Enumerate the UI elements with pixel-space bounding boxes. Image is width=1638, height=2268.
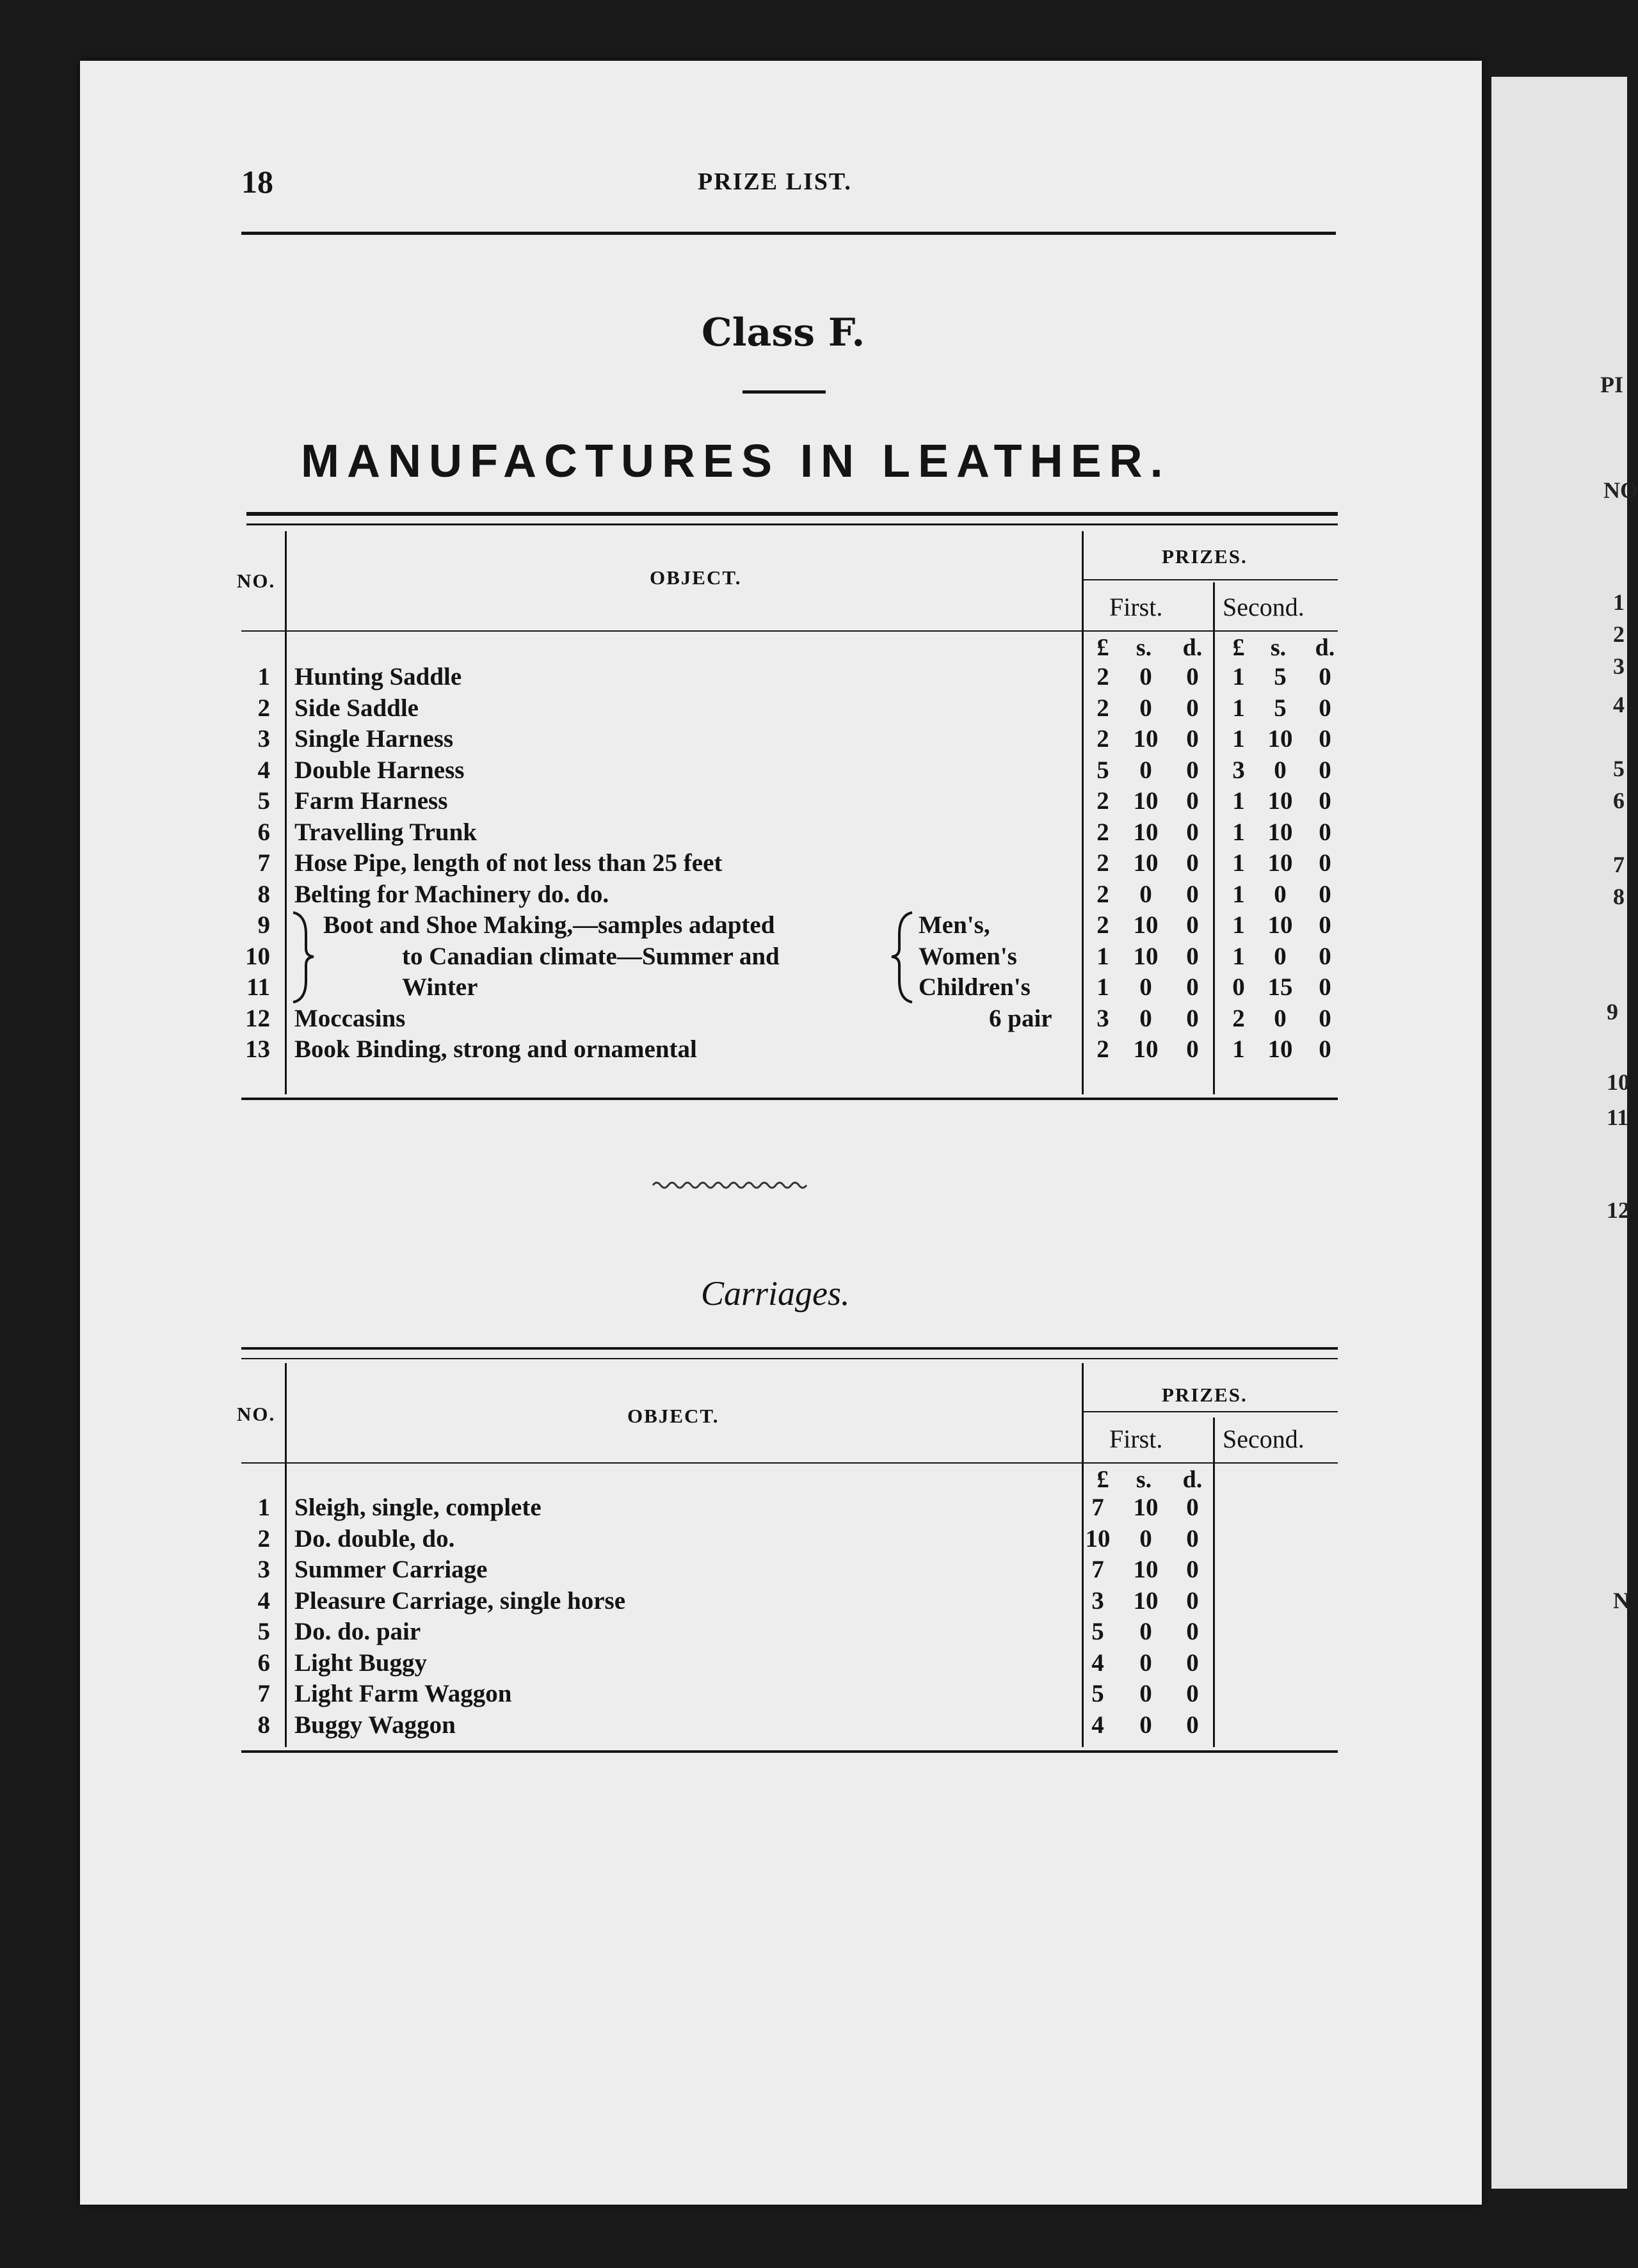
first-prize-value: 0 — [1139, 1711, 1152, 1739]
row-object: Book Binding, strong and ornamental — [294, 1035, 697, 1063]
first-prize-value: 0 — [1186, 1035, 1199, 1063]
table-row — [0, 910, 1627, 941]
second-prize-value: 0 — [1232, 973, 1245, 1001]
table-row — [0, 1586, 1627, 1617]
second-prize-value: 0 — [1319, 943, 1331, 970]
adjacent-fragment: N — [1613, 1588, 1630, 1613]
carriage-col-header-prizes: PRIZES. — [1162, 1384, 1248, 1406]
carriage-col-header-no: NO. — [237, 1403, 276, 1425]
second-prize-value: 10 — [1267, 911, 1293, 939]
first-prize-value: 10 — [1133, 787, 1159, 815]
carriage-table-bottom-rule — [241, 1750, 1338, 1753]
row-object: Single Harness — [294, 725, 454, 753]
first-prize-value: 0 — [1139, 973, 1152, 1001]
table-row — [0, 693, 1627, 724]
second-prize-value: 1 — [1232, 1035, 1245, 1063]
table-row — [0, 1679, 1627, 1709]
section-title: MANUFACTURES IN LEATHER. — [301, 436, 1171, 487]
table-row — [0, 724, 1627, 755]
row-object: Do. do. pair — [294, 1618, 421, 1645]
second-prize-value: 0 — [1274, 881, 1287, 908]
adjacent-fragment: 3 — [1613, 653, 1625, 679]
table-row — [0, 1034, 1627, 1065]
first-prize-value: 0 — [1186, 1618, 1199, 1645]
first-prize-value: 2 — [1096, 849, 1109, 877]
carriages-title: Carriages. — [701, 1274, 850, 1313]
second-prize-value: 1 — [1232, 725, 1245, 753]
first-prize-value: 2 — [1096, 787, 1109, 815]
second-prize-value: 0 — [1319, 756, 1331, 784]
first-prize-value: 10 — [1085, 1525, 1111, 1553]
second-prize-value: 1 — [1232, 911, 1245, 939]
table-top-rule — [246, 512, 1338, 516]
row-object: Moccasins — [294, 1005, 406, 1032]
unit-pence: d. — [1182, 634, 1203, 661]
row-object: Winter — [402, 973, 478, 1001]
first-prize-value: 10 — [1133, 911, 1159, 939]
col-header-no: NO. — [237, 570, 276, 592]
second-prize-value: 5 — [1274, 694, 1287, 722]
first-prize-value: 0 — [1139, 881, 1152, 908]
first-prize-value: 2 — [1096, 694, 1109, 722]
row-number: 6 — [257, 1649, 270, 1677]
first-prize-value: 0 — [1139, 756, 1152, 784]
table-row — [0, 1710, 1627, 1741]
first-prize-value: 0 — [1139, 1005, 1152, 1032]
second-prize-value: 1 — [1232, 819, 1245, 846]
row-object: Buggy Waggon — [294, 1711, 456, 1739]
row-category: Men's, — [919, 911, 990, 939]
first-prize-value: 1 — [1096, 943, 1109, 970]
carriage-prizes-underline — [1082, 1411, 1338, 1412]
second-prize-value: 0 — [1274, 756, 1287, 784]
row-number: 4 — [257, 1587, 270, 1615]
table-row — [0, 1492, 1627, 1523]
row-number: 7 — [257, 1680, 270, 1707]
ornament-divider-icon — [653, 1178, 807, 1193]
unit-shilling: s. — [1270, 634, 1287, 661]
first-prize-value: 0 — [1186, 943, 1199, 970]
table-bottom-rule — [241, 1098, 1338, 1100]
second-prize-value: 10 — [1267, 725, 1293, 753]
carriage-table-top-rule — [241, 1347, 1338, 1350]
first-prize-value: 0 — [1186, 1587, 1199, 1615]
row-number: 6 — [257, 819, 270, 846]
table-row — [0, 662, 1627, 692]
row-object: Pleasure Carriage, single horse — [294, 1587, 626, 1615]
row-number: 8 — [257, 881, 270, 908]
first-prize-value: 10 — [1133, 1494, 1159, 1521]
second-prize-value: 10 — [1267, 819, 1293, 846]
second-prize-value: 10 — [1267, 1035, 1293, 1063]
page-number: 18 — [241, 164, 273, 200]
first-prize-value: 3 — [1096, 1005, 1109, 1032]
adjacent-fragment: 5 — [1613, 756, 1625, 781]
adjacent-fragment: 11 — [1607, 1105, 1629, 1130]
row-number: 11 — [246, 973, 270, 1001]
table-top-rule-thin — [246, 523, 1338, 525]
second-prize-value: 0 — [1319, 663, 1331, 691]
second-prize-value: 1 — [1232, 943, 1245, 970]
first-prize-value: 2 — [1096, 663, 1109, 691]
table-row — [0, 941, 1627, 972]
first-prize-value: 0 — [1186, 694, 1199, 722]
table-row — [0, 848, 1627, 879]
first-prize-value: 0 — [1186, 819, 1199, 846]
first-prize-value: 1 — [1096, 973, 1109, 1001]
second-prize-value: 0 — [1319, 819, 1331, 846]
class-title: Class F. — [702, 310, 865, 355]
header-bottom-rule — [241, 630, 1338, 632]
adjacent-page-edge — [1491, 77, 1638, 2189]
col-header-first: First. — [1109, 593, 1163, 621]
first-prize-value: 0 — [1186, 1649, 1199, 1677]
row-number: 2 — [257, 1525, 270, 1553]
first-prize-value: 5 — [1091, 1618, 1104, 1645]
first-prize-value: 0 — [1139, 1618, 1152, 1645]
second-prize-value: 0 — [1274, 943, 1287, 970]
first-prize-value: 0 — [1186, 973, 1199, 1001]
running-title: PRIZE LIST. — [698, 168, 852, 195]
prizes-underline — [1082, 579, 1338, 580]
first-prize-value: 0 — [1186, 881, 1199, 908]
row-number: 5 — [257, 787, 270, 815]
row-number: 9 — [257, 911, 270, 939]
table-row — [0, 1617, 1627, 1647]
carriage-col-header-first: First. — [1109, 1425, 1163, 1453]
second-prize-value: 0 — [1319, 881, 1331, 908]
second-prize-value: 1 — [1232, 694, 1245, 722]
first-prize-value: 0 — [1186, 1711, 1199, 1739]
first-prize-value: 0 — [1186, 787, 1199, 815]
second-prize-value: 1 — [1232, 787, 1245, 815]
first-prize-value: 2 — [1096, 1035, 1109, 1063]
row-object: Side Saddle — [294, 694, 419, 722]
table-row — [0, 786, 1627, 817]
row-number: 10 — [245, 943, 270, 970]
second-prize-value: 0 — [1274, 1005, 1287, 1032]
second-prize-value: 10 — [1267, 849, 1293, 877]
first-prize-value: 10 — [1133, 819, 1159, 846]
first-prize-value: 4 — [1091, 1649, 1104, 1677]
unit-pound: £ — [1232, 634, 1245, 661]
row-number: 7 — [257, 849, 270, 877]
first-prize-value: 0 — [1139, 663, 1152, 691]
row-object: Farm Harness — [294, 787, 448, 815]
first-prize-value: 2 — [1096, 881, 1109, 908]
row-object: Hunting Saddle — [294, 663, 462, 691]
first-prize-value: 0 — [1186, 1556, 1199, 1583]
second-prize-value: 10 — [1267, 787, 1293, 815]
table-row — [0, 1648, 1627, 1679]
adjacent-fragment: 2 — [1613, 621, 1625, 647]
table-row — [0, 879, 1627, 910]
adjacent-fragment: 9 — [1607, 999, 1618, 1025]
first-prize-value: 0 — [1186, 725, 1199, 753]
first-prize-value: 10 — [1133, 849, 1159, 877]
row-number: 2 — [257, 694, 270, 722]
adjacent-fragment: 10 — [1607, 1069, 1630, 1095]
row-object: Boot and Shoe Making,—samples adapted — [323, 911, 775, 939]
first-prize-value: 0 — [1186, 663, 1199, 691]
adjacent-fragment: 7 — [1613, 852, 1625, 877]
second-prize-value: 15 — [1267, 973, 1293, 1001]
second-prize-value: 0 — [1319, 973, 1331, 1001]
row-object: to Canadian climate—Summer and — [402, 943, 780, 970]
row-object: Double Harness — [294, 756, 465, 784]
first-prize-value: 4 — [1091, 1711, 1104, 1739]
first-prize-value: 0 — [1186, 1005, 1199, 1032]
second-prize-value: 0 — [1319, 849, 1331, 877]
row-number: 12 — [245, 1005, 270, 1032]
first-prize-value: 3 — [1091, 1587, 1104, 1615]
left-brace-icon — [289, 909, 319, 1005]
table-row — [0, 817, 1627, 848]
first-prize-value: 0 — [1186, 756, 1199, 784]
adjacent-fragment: 12 — [1607, 1197, 1630, 1223]
table-row — [0, 1003, 1627, 1034]
row-category: Women's — [919, 943, 1017, 970]
table-row — [0, 1524, 1627, 1554]
right-brace-icon — [887, 909, 916, 1005]
col-header-prizes: PRIZES. — [1162, 545, 1248, 568]
table-row — [0, 1554, 1627, 1585]
row-quantity: 6 pair — [989, 1005, 1052, 1032]
first-prize-value: 0 — [1186, 1680, 1199, 1707]
first-prize-value: 2 — [1096, 911, 1109, 939]
row-number: 3 — [257, 725, 270, 753]
first-prize-value: 5 — [1091, 1680, 1104, 1707]
second-prize-value: 3 — [1232, 756, 1245, 784]
adjacent-fragment: 1 — [1613, 589, 1625, 615]
carriage-table-top-rule-thin — [241, 1358, 1338, 1359]
first-prize-value: 2 — [1096, 819, 1109, 846]
first-prize-value: 0 — [1139, 694, 1152, 722]
first-prize-value: 0 — [1139, 1525, 1152, 1553]
row-object: Sleigh, single, complete — [294, 1494, 542, 1521]
adjacent-fragment: NO — [1603, 477, 1638, 503]
table-row — [0, 755, 1627, 786]
adjacent-fragment: 8 — [1613, 884, 1625, 909]
row-number: 13 — [245, 1035, 270, 1063]
adjacent-fragment: 6 — [1613, 788, 1625, 813]
first-prize-value: 0 — [1139, 1649, 1152, 1677]
adjacent-fragment: 4 — [1613, 692, 1625, 717]
second-prize-value: 0 — [1319, 1005, 1331, 1032]
first-prize-value: 0 — [1186, 849, 1199, 877]
second-prize-value: 1 — [1232, 663, 1245, 691]
first-prize-value: 7 — [1091, 1556, 1104, 1583]
second-prize-value: 0 — [1319, 911, 1331, 939]
second-prize-value: 0 — [1319, 725, 1331, 753]
first-prize-value: 0 — [1186, 1525, 1199, 1553]
second-prize-value: 0 — [1319, 787, 1331, 815]
first-prize-value: 0 — [1186, 911, 1199, 939]
unit-shilling: s. — [1136, 634, 1152, 661]
carriage-header-bottom-rule — [241, 1462, 1338, 1464]
carriage-col-header-second: Second. — [1223, 1425, 1305, 1453]
first-prize-value: 0 — [1186, 1494, 1199, 1521]
row-number: 1 — [257, 1494, 270, 1521]
row-object: Light Buggy — [294, 1649, 427, 1677]
row-object: Summer Carriage — [294, 1556, 488, 1583]
first-prize-value: 10 — [1133, 1587, 1159, 1615]
row-category: Children's — [919, 973, 1031, 1001]
second-prize-value: 5 — [1274, 663, 1287, 691]
row-number: 4 — [257, 756, 270, 784]
second-prize-value: 1 — [1232, 849, 1245, 877]
row-object: Belting for Machinery do. do. — [294, 881, 609, 908]
col-header-object: OBJECT. — [650, 566, 742, 589]
row-object: Do. double, do. — [294, 1525, 455, 1553]
row-number: 8 — [257, 1711, 270, 1739]
carriage-unit-shilling: s. — [1136, 1466, 1152, 1493]
carriage-unit-pence: d. — [1182, 1466, 1203, 1493]
first-prize-value: 5 — [1096, 756, 1109, 784]
row-object: Light Farm Waggon — [294, 1680, 512, 1707]
first-prize-value: 7 — [1091, 1494, 1104, 1521]
second-prize-value: 0 — [1319, 694, 1331, 722]
second-prize-value: 0 — [1319, 1035, 1331, 1063]
first-prize-value: 10 — [1133, 943, 1159, 970]
col-header-second: Second. — [1223, 593, 1305, 621]
second-prize-value: 1 — [1232, 881, 1245, 908]
second-prize-value: 2 — [1232, 1005, 1245, 1032]
first-prize-value: 10 — [1133, 1035, 1159, 1063]
first-prize-value: 10 — [1133, 725, 1159, 753]
unit-pound: £ — [1096, 634, 1109, 661]
row-object: Hose Pipe, length of not less than 25 feet — [294, 849, 723, 877]
page-sheet — [80, 61, 1482, 2205]
header-rule — [241, 232, 1336, 235]
carriage-col-header-object: OBJECT. — [627, 1405, 719, 1427]
table-row — [0, 972, 1627, 1003]
row-number: 5 — [257, 1618, 270, 1645]
first-prize-value: 10 — [1133, 1556, 1159, 1583]
title-dash — [743, 390, 826, 394]
carriage-unit-pound: £ — [1096, 1466, 1109, 1493]
first-prize-value: 2 — [1096, 725, 1109, 753]
first-prize-value: 0 — [1139, 1680, 1152, 1707]
unit-pence: d. — [1315, 634, 1335, 661]
row-number: 3 — [257, 1556, 270, 1583]
adjacent-fragment: PI — [1600, 372, 1623, 397]
row-number: 1 — [257, 663, 270, 691]
row-object: Travelling Trunk — [294, 819, 477, 846]
